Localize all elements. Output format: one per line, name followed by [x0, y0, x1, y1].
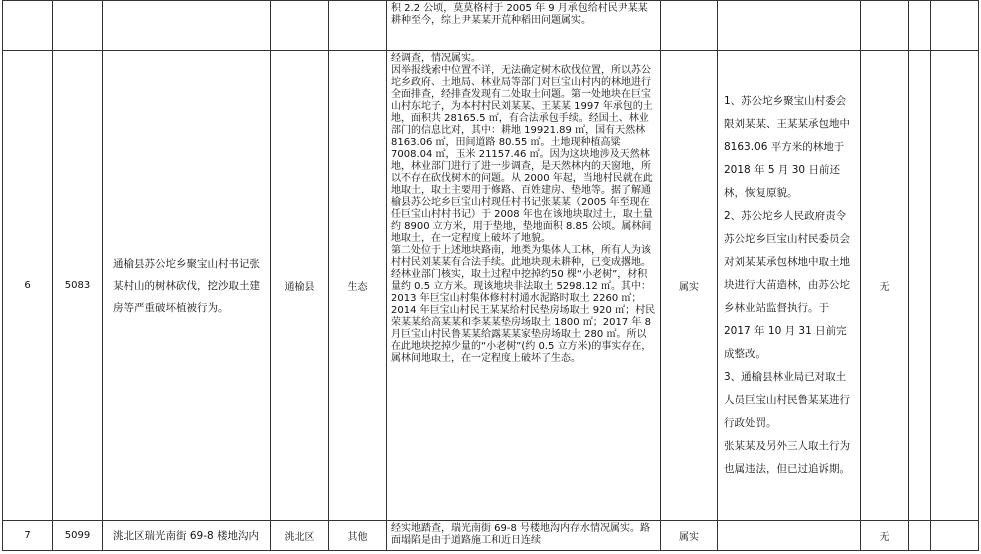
empty-cell	[931, 521, 979, 551]
admin-area: 通榆县	[271, 51, 329, 521]
rectification-measures	[718, 1, 861, 51]
empty-cell	[909, 521, 931, 551]
verdict: 属实	[661, 521, 718, 551]
problem-type	[329, 1, 387, 51]
empty-cell	[931, 51, 979, 521]
petition-table	[2, 0, 979, 551]
problem-description: 通榆县苏公坨乡聚宝山村书记张某村山的树林砍伐，挖沙取土建房等严重破坏植被行为。	[103, 51, 271, 521]
verdict	[661, 1, 718, 51]
problem-type: 生态	[329, 51, 387, 521]
problem-type: 其他	[329, 521, 387, 551]
row-number: 6	[3, 51, 53, 521]
table-row	[3, 1, 979, 51]
investigation-details: 经调查，情况属实。 因举报线索中位置不详，无法确定树木砍伐位置，所以苏公坨乡政府、土地局、林业局等部门对巨宝山村内的林地进行全面排查，经排查发现有二处取土问题。第一处地块在巨宝山村东坨子，为本村村民刘某某、王某某 1997 年承包的土地，面积共 28165.5 ㎡，有合法承包手续。经国土、林业部门的信息比对，其中：耕地 19921.89 ㎡，国有天然林 8163.06 ㎡，田间道路 80.55 ㎡。土地现种植高粱 7008.04 ㎡，玉米 21157.46 ㎡。因为这块地涉及天然林地，林业部门进行了进一步调查，是天然林内的天窗地，所以不存在砍伐树木的问题。从 2000 年起，当地村民就在此地取土，取土主要用于修路、百姓建房、垫地等。据了解通榆县苏公坨乡巨宝山村现任村书记张某某（2005 年至现在任巨宝山村村书记）于 2008 年也在该地块取过土，取土量约 8900 立方米，用于垫地，垫地面积 8.85 公顷。属林间地取土，在一定程度上破坏了地貌。 第二处位于上述地块路南，地类为集体人工林，所有人为该村村民刘某某有合法手续。此地块现未耕种，已变成撂地。经林业部门核实，取土过程中挖掉约50 棵“小老树”，材积量约 0.5 立方米。现该地块非法取土 5298.12 ㎡。其中：2013 年巨宝山村集体修村村通水泥路时取土 2260 ㎡；2014 年巨宝山村民王某某给村民垫房场取土 920 ㎡；村民荣某某给高某某和李某某垫房场取土 1800 ㎡；2017 年 8 月巨宝山村民鲁某某给露某某家垫房场取土 280 ㎡。所以在此地块挖掉少量的“小老树”(约 0.5 立方米)的事实存在，属林间地取土，在一定程度上破坏了生态。	[387, 51, 661, 521]
table-row	[3, 521, 979, 551]
case-id: 5083	[53, 51, 103, 521]
empty-cell	[909, 51, 931, 521]
problem-description	[103, 1, 271, 51]
row-number	[3, 1, 53, 51]
case-id	[53, 1, 103, 51]
row-number: 7	[3, 521, 53, 551]
case-id: 5099	[53, 521, 103, 551]
admin-area: 洮北区	[271, 521, 329, 551]
accountability	[861, 1, 909, 51]
investigation-details: 积 2.2 公顷，莫莫格村于 2005 年 9 月承包给村民尹某某耕种至今，综上尹某某开荒种稻田问题属实。	[387, 1, 661, 51]
rectification-measures: 1、苏公坨乡聚宝山村委会限刘某某、王某某承包地中 8163.06 平方米的林地于 2018 年 5 月 30 日前还林，恢复原貌。 2、苏公坨乡人民政府责令苏公坨乡巨宝山村民委员会对刘某某承包林地中取土地块进行大苗造林，由苏公坨乡林业站监督执行。于 2017 年 10 月 31 日前完成整改。 3、通榆县林业局已对取土人员巨宝山村民鲁某某进行行政处罚。 张某某及另外三人取土行为也属违法，但已过追诉期。	[718, 51, 861, 521]
table-row	[3, 51, 979, 521]
empty-cell	[931, 1, 979, 51]
admin-area	[271, 1, 329, 51]
verdict: 属实	[661, 51, 718, 521]
rectification-measures	[718, 521, 861, 551]
problem-description: 洮北区瑞光南街 69-8 楼地沟内	[103, 521, 271, 551]
accountability: 无	[861, 51, 909, 521]
empty-cell	[909, 1, 931, 51]
accountability: 无	[861, 521, 909, 551]
investigation-details: 经实地踏查，瑞光南街 69-8 号楼地沟内存水情况属实。路面塌陷是由于道路施工和近日连续	[387, 521, 661, 551]
